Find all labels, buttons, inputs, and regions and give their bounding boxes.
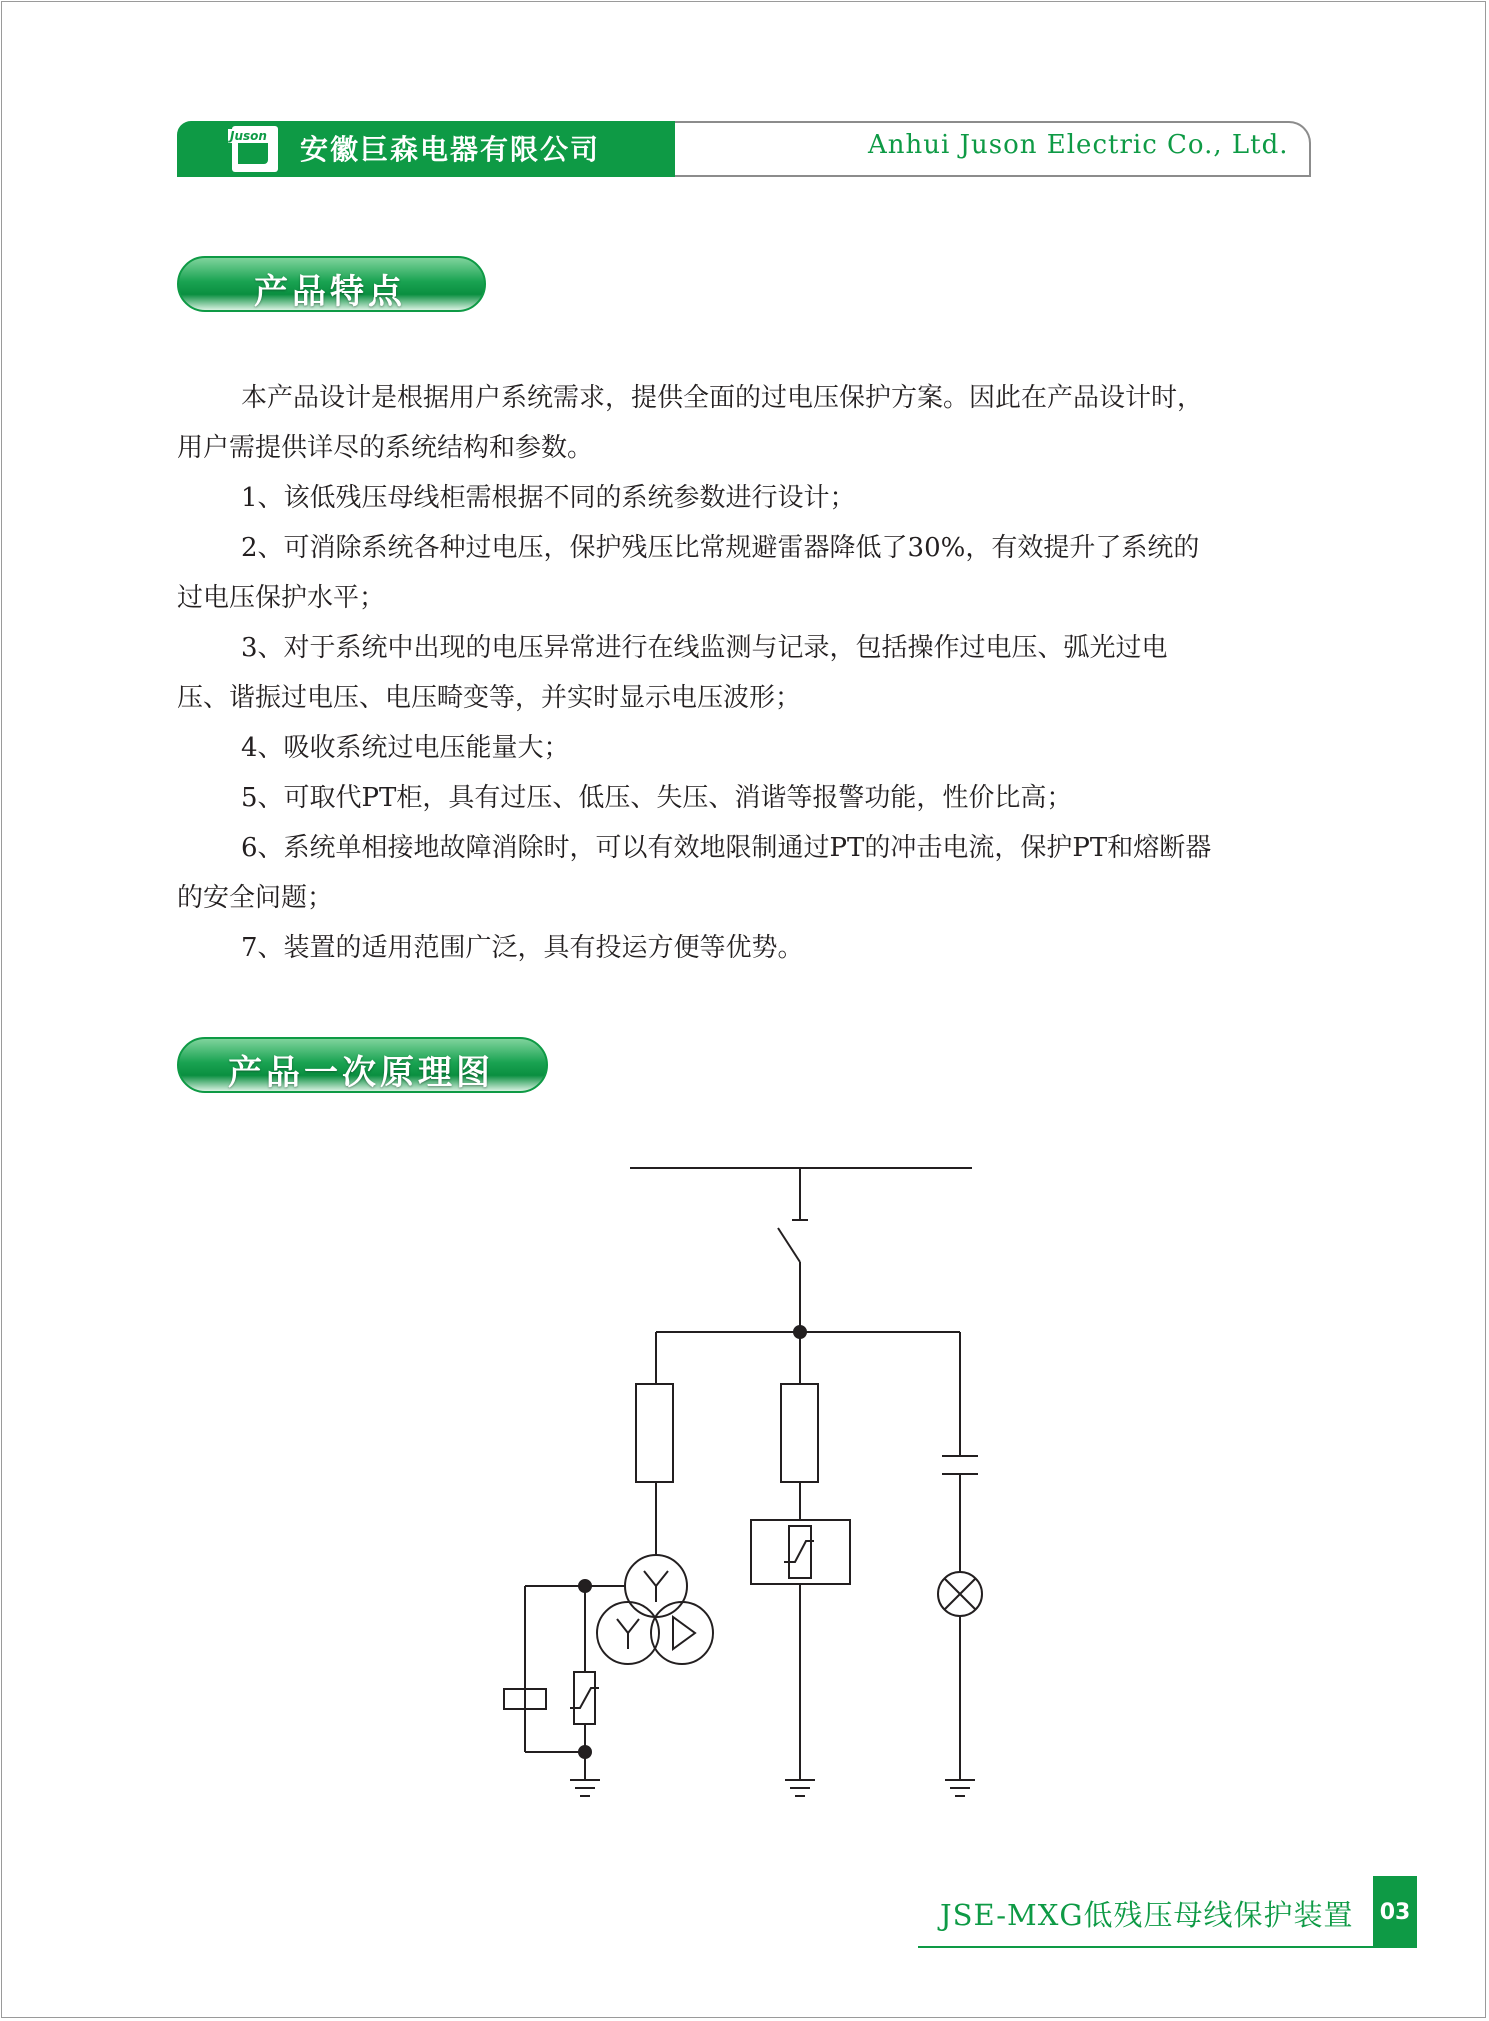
feature-item-2-line-1: 2、可消除系统各种过电压，保护残压比常规避雷器降低了30%，有效提升了系统的 xyxy=(241,533,1200,563)
company-name-cn: 安徽巨森电器有限公司 xyxy=(300,133,601,166)
feature-item-3-line-1: 3、对于系统中出现的电压异常进行在线监测与记录，包括操作过电压、弧光过电 xyxy=(241,633,1168,663)
logo-text: Juson xyxy=(230,129,267,143)
logo-mark-icon xyxy=(238,140,268,164)
intro-line-1: 本产品设计是根据用户系统需求，提供全面的过电压保护方案。因此在产品设计时， xyxy=(241,383,1204,413)
intro-line-2: 用户需提供详尽的系统结构和参数。 xyxy=(177,433,594,463)
feature-item-5: 5、可取代PT柜，具有过压、低压、失压、消谐等报警功能，性价比高； xyxy=(241,783,1073,813)
feature-item-3-line-2: 压、谐振过电压、电压畸变等，并实时显示电压波形； xyxy=(177,683,802,713)
footer-rule xyxy=(918,1946,1373,1948)
feature-item-4: 4、吸收系统过电压能量大； xyxy=(241,733,570,763)
diagram-section-title: 产品一次原理图 xyxy=(228,1053,494,1093)
feature-item-6-line-1: 6、系统单相接地故障消除时，可以有效地限制通过PT的冲击电流，保护PT和熔断器 xyxy=(241,833,1212,863)
page-number: 03 xyxy=(1373,1876,1417,1948)
features-section-title: 产品特点 xyxy=(254,272,406,312)
feature-item-6-line-2: 的安全问题； xyxy=(177,883,334,913)
footer-product-title: JSE-MXG低残压母线保护装置 xyxy=(940,1898,1354,1932)
feature-item-2-line-2: 过电压保护水平； xyxy=(177,583,386,613)
feature-item-1: 1、该低残压母线柜需根据不同的系统参数进行设计； xyxy=(241,483,856,513)
feature-item-7: 7、装置的适用范围广泛，具有投运方便等优势。 xyxy=(241,933,804,963)
company-name-en: Anhui Juson Electric Co., Ltd. xyxy=(868,130,1289,160)
